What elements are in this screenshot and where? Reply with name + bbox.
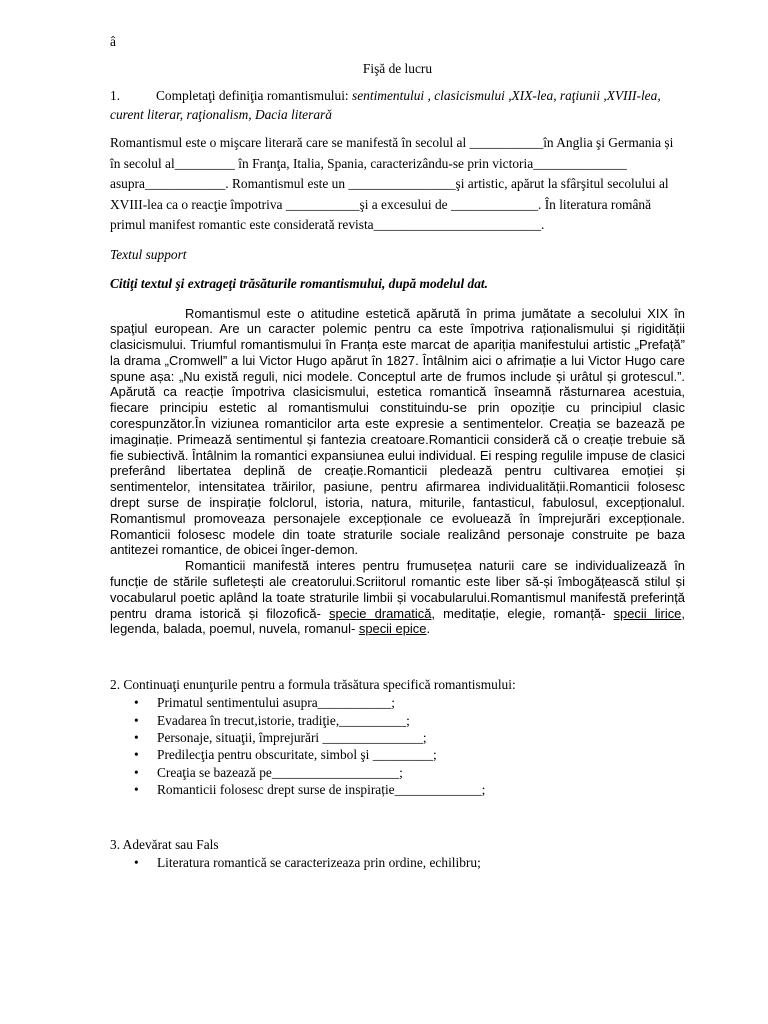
list-item [134,712,685,729]
list-item [134,729,685,746]
question-3-list [110,854,685,871]
support-passage [110,306,685,638]
list-item-text: Predilecţia pentru obscuritate, simbol şi _________; [157,747,437,763]
question-1-word-bank: sentimentului , clasicismului ,XIX-lea, raţiunii ,XVIII-lea, curent literar, raţionalism, Dacia literară [110,88,661,122]
list-item [134,764,685,781]
question-2 [110,675,685,798]
list-item-text: Evadarea în trecut,istorie, tradiţie,__________; [157,712,410,728]
list-item [134,781,685,798]
list-item-text: Personaje, situaţii, împrejurări _______________; [157,730,427,746]
stray-character: â [110,34,116,49]
passage-paragraph-2 [110,558,685,637]
underlined-lyric-species: specii lirice [613,605,682,621]
bullet-icon: • [134,730,139,746]
fill-in-definition: Romantismul este o mişcare literară care se manifestă în secolul al ___________în Anglia şi Germania și în secolul al_________ în Franţa, Italia, Spania, caracterizându-se prin victoria______________ asupra____________. Romantismul este un ________________şi artistic, apărut la sfârşitul secolului al XVIII-lea ca o reacţie împotriva ___________şi a excesului de _____________. În literatura română primul manifest romantic este considerată revista_________________________. [110,135,674,232]
support-text-label: Textul support [110,246,187,262]
underlined-dramatic-species: specie dramatică [329,605,432,621]
passage-paragraph-1: Romantismul este o atitudine estetică apărută în prima jumătate a secolului XIX în spaţiul european. Are un caracter polemic pentru ca este împotriva raționalismului și rigidității clasicismului. Triumful romantismului în Franța este marcat de apariția manifestului artistic „Prefață” la drama „Cromwell” a lui Victor Hugo apărut în 1827. Întâlnim aici o afrimație a lui Victor Hugo care spune așa: „Nu există reguli, nici modele. Conceptul arte de frumos include și urâtul și grotescul.”. Apărută ca reacție împotriva clasicismului, estetica romantică înseamnă răsturnarea acestuia, fiecare principiu estetic al romantismului constituindu-se prin opoziție cu principiul clasic corespunzător.În viziunea romanticilor arta este expresie a sentimentelor. Creația se bazează pe imaginație. Primează sentimentul și fantezia creatoare.Romanticii consideră că o creație trebuie să fie subiectivă. Întâlnim la romantici expansiunea eului individual. Ei resping regulile impuse de clasici preferând libertatea deplină de creație.Romanticii pledează pentru cultivarea emoției și sentimentelor, intensitatea trăirilor, pasiune, pentru afirmarea individualității.Romanticii folosesc drept surse de inspirație folclorul, istoria, natura, miturile, fantasticul, fabulosul, excepționalul. Romantismul promoveaza personajele excepționale ce evoluează în împrejurări excepționale. Romanticii folosesc modele din toate straturile sociale realizând personaje construite pe baza antitezei romantice, de obicei înger-demon. [110,305,685,558]
bullet-icon: • [134,712,139,728]
passage-p2-end: . [426,621,431,637]
question-2-prompt: 2. Continuaţi enunţurile pentru a formula trăsătura specifică romantismului: [110,677,516,693]
question-1 [110,86,685,124]
list-item-text: Primatul sentimentului asupra___________; [157,695,396,711]
question-1-prompt: Completaţi definiţia romantismului: [156,88,352,103]
passage-p2-part-2: , meditație, elegie, romanță- [431,605,614,621]
worksheet-page [110,32,685,871]
passage-p2-part-3: , legenda, balada, poemul, nuvela, romanul- [110,605,685,637]
list-item [134,694,685,711]
question-3 [110,835,685,871]
page-title: Fişă de lucru [362,61,433,76]
bullet-icon: • [134,764,139,780]
list-item-text: Literatura romantică se caracterizeaza prin ordine, echilibru; [157,854,481,870]
passage-p2-part-1: Romanticii manifestă interes pentru frumusețea naturii care se individualizează în funcție de stările sufletești ale creatorului.Scriitorul romantic este liber să-și îmbogățească stilul și vocabularul poetic aplând la toate straturile limbii și vocabularului.Romantismul manifestă preferință pentru drama istorică și filozofică- [110,558,685,621]
question-2-list [110,694,685,798]
list-item [134,746,685,763]
question-3-prompt: 3. Adevărat sau Fals [110,836,219,852]
reading-instruction: Citiţi textul şi extrageţi trăsăturile romantismului, după modelul dat. [110,275,488,291]
list-item [134,854,685,871]
bullet-icon: • [134,854,139,870]
bullet-icon: • [134,782,139,798]
list-item-text: Romanticii folosesc drept surse de inspirație_____________; [157,782,486,798]
underlined-epic-species: specii epice [358,621,427,637]
bullet-icon: • [134,747,139,763]
list-item-text: Creaţia se bazează pe___________________; [157,764,403,780]
question-1-number: 1. [110,88,121,103]
bullet-icon: • [134,695,139,711]
